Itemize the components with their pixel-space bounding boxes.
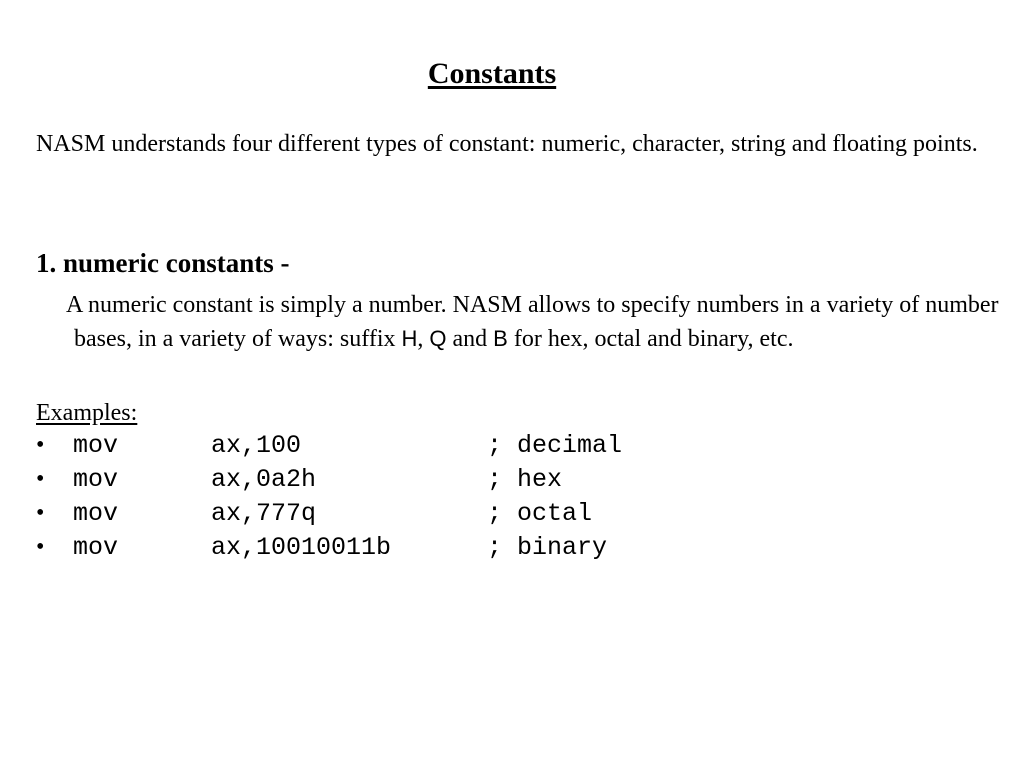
examples-list [36, 428, 736, 564]
example-operands: ax,0a2h [211, 464, 317, 494]
examples-label: Examples: [36, 400, 138, 426]
example-row [36, 428, 736, 462]
suffix-q: Q [429, 326, 447, 351]
example-opcode: mov [73, 532, 119, 562]
example-row [36, 496, 736, 530]
example-comment: ; binary [487, 532, 608, 562]
bullet: • [36, 533, 45, 560]
example-row [36, 530, 736, 564]
suffix-h: H [401, 326, 418, 351]
example-comment: ; decimal [487, 430, 623, 460]
example-operands: ax,10010011b [211, 532, 392, 562]
example-row [36, 462, 736, 496]
bullet: • [36, 499, 45, 526]
example-operands: ax,100 [211, 430, 302, 460]
example-opcode: mov [73, 498, 119, 528]
intro-paragraph: NASM understands four different types of constant: numeric, character, string and floating points. [36, 131, 978, 157]
example-comment: ; octal [487, 498, 593, 528]
description-paragraph [38, 288, 1024, 356]
description-text-start: A numeric constant is simply a number. NASM allows to specify numbers in a variety of number bases, in a variety of ways: suffix [66, 292, 999, 352]
description-separator: and [446, 326, 494, 352]
description-text-end: for hex, octal and binary, etc. [507, 326, 794, 352]
example-operands: ax,777q [211, 498, 317, 528]
example-opcode: mov [73, 430, 119, 460]
slide-title: Constants [427, 57, 557, 90]
example-comment: ; hex [487, 464, 563, 494]
description-separator: , [417, 326, 430, 352]
bullet: • [36, 431, 45, 458]
suffix-b: B [493, 326, 508, 351]
bullet: • [36, 465, 45, 492]
example-opcode: mov [73, 464, 119, 494]
section-heading: 1. numeric constants - [36, 248, 290, 278]
